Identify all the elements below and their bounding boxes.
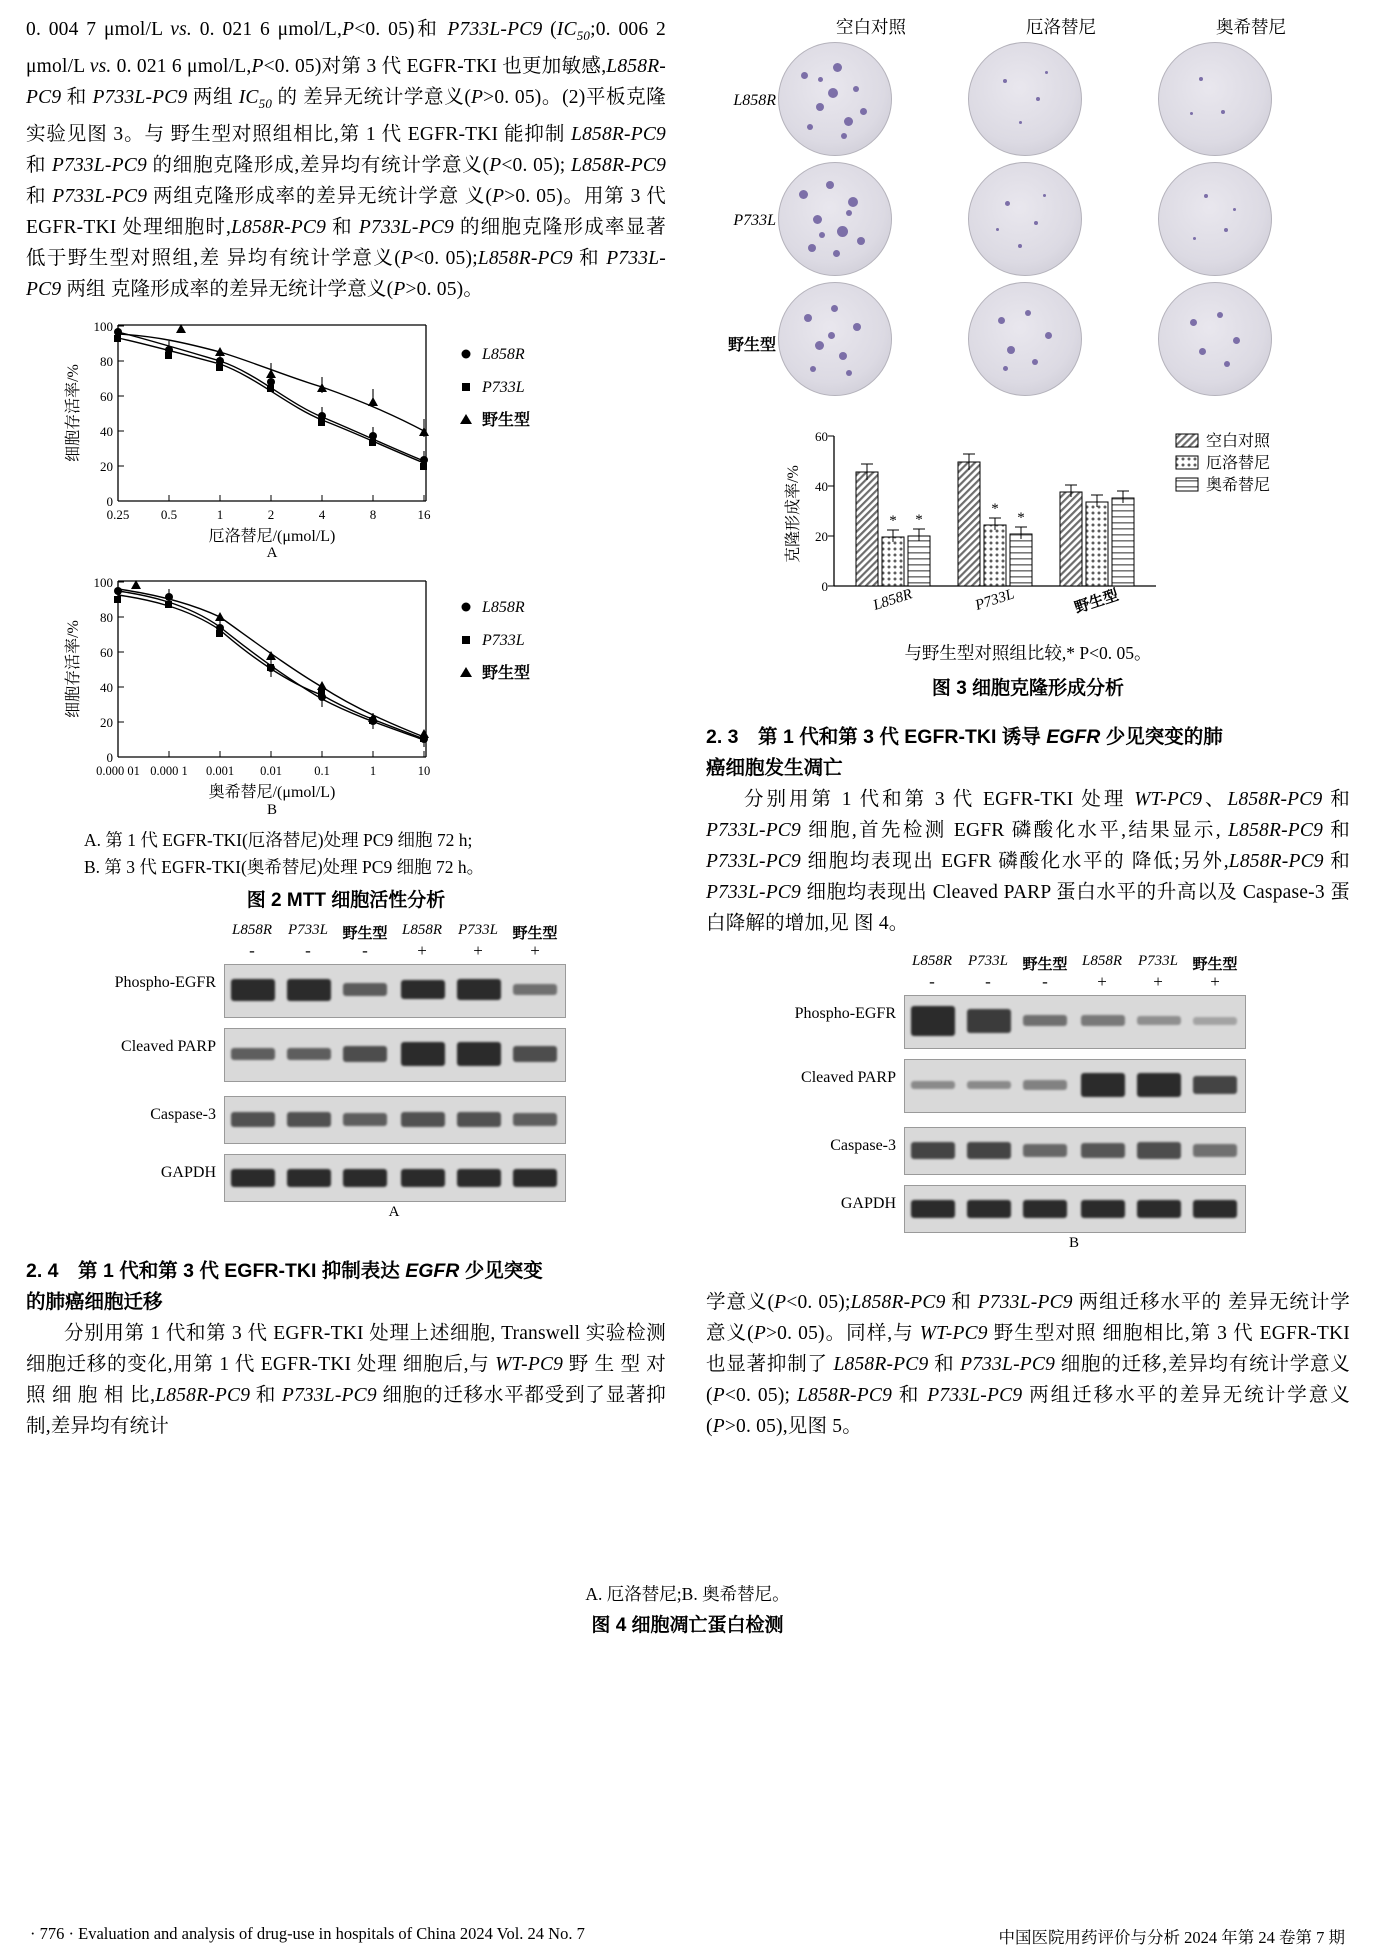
blot-strip-gapdh xyxy=(224,1154,566,1202)
figure-2-caption xyxy=(26,827,666,881)
blot-col-label: P733L xyxy=(967,953,1008,969)
figure-3-bar-chart xyxy=(706,426,1350,646)
plate-row-header: P733L xyxy=(733,212,776,229)
blot-row-label: Phospho-EGFR xyxy=(114,973,216,991)
footer-left: · 776 · Evaluation and analysis of drug-use in hospitals of China 2024 Vol. 24 No. 7 xyxy=(30,1924,585,1943)
svg-text:0.000 1: 0.000 1 xyxy=(150,763,188,778)
svg-text:空白对照: 空白对照 xyxy=(1206,433,1271,450)
section-2-3-heading-line2: 癌细胞发生凋亡 xyxy=(706,757,843,779)
blot-col-label: L858R xyxy=(231,921,272,938)
colony-dish xyxy=(968,162,1082,276)
blot-row-label: GAPDH xyxy=(840,1195,896,1212)
svg-text:B: B xyxy=(266,801,278,817)
figure-4-panel-a-letter: A xyxy=(388,1203,400,1220)
blot-sign: - xyxy=(929,972,935,991)
section-2-4-body: 分别用第 1 代和第 3 代 EGFR-TKI 处理上述细胞, Transwell 实验检测细胞迁移的变化,用第 1 代 EGFR-TKI 处理 细胞后,与 WT-PC9 野 生 型 对 照 细 胞 相 比,L858R-PC9 和 P733L-PC9 细胞的迁移水平都受到了显著抑制,差异均有统计 xyxy=(26,1322,666,1437)
svg-text:1: 1 xyxy=(369,763,377,778)
blot-col-label: 野生型 xyxy=(342,924,388,942)
svg-text:0.000 01: 0.000 01 xyxy=(96,763,140,778)
svg-text:20: 20 xyxy=(815,529,828,544)
colony-dish xyxy=(968,282,1082,396)
svg-text:80: 80 xyxy=(100,353,113,369)
plate-col-header: 空白对照 xyxy=(836,17,906,37)
section-2-4-heading: 2. 4 第 1 代和第 3 代 EGFR-TKI 抑制表达 EGFR 少见突变 xyxy=(26,1259,543,1282)
blot-col-label: 野生型 xyxy=(1192,956,1238,973)
svg-text:20: 20 xyxy=(100,458,113,474)
figure-3-note: 与野生型对照组比较,* P<0. 05。 xyxy=(904,643,1152,663)
blot-sign: + xyxy=(1153,972,1163,991)
colony-dish xyxy=(778,282,892,396)
colony-dish xyxy=(968,42,1082,156)
svg-text:0.1: 0.1 xyxy=(314,763,330,778)
blot-col-label: L858R xyxy=(1081,953,1122,969)
blot-row-label: Cleaved PARP xyxy=(801,1069,896,1086)
figure-3-plates xyxy=(706,14,1350,404)
figure-2-panel-b xyxy=(26,567,666,825)
blot-sign: + xyxy=(1097,972,1107,991)
section-2-3-heading: 2. 3 第 1 代和第 3 代 EGFR-TKI 诱导 EGFR 少见突变的肺 xyxy=(706,726,1223,748)
footer-right: 中国医院用药评价与分析 2024 年第 24 卷第 7 期 xyxy=(998,1928,1345,1947)
paragraph-continuation: 0. 004 7 μmol/L vs. 0. 021 6 μmol/L,P<0. 05)和 P733L-PC9 ($IC_{50};0$. 006 2 μmol/L vs. 0. 021 6 μmol/L,P<0. 05)对第 3 代 EGFR-TKI 也更加敏感,L858R-PC9 和 P733L-PC9 两组 $IC_{50}$ 的 差异无统计学意义(P>0. 05)。(2)平板克隆实验见图 3。与 野生型对照组相比,第 1 代 EGFR-TKI 能抑制 L858R-PC9 和 P733L-PC9 的细胞克隆形成,差异均有统计学意义(P<0. 05); L858R-PC9 和 P733L-PC9 两组克隆形成率的差异无统计学意 义(P>0. 05)。用第 3 代 EGFR-TKI 处理细胞时,L858R-PC9 和 P733L-PC9 的细胞克隆形成率显著低于野生型对照组,差 异均有统计学意义(P<0. 05);L858R-PC9 和 P733L-PC9 两组 克隆形成率的差异无统计学意义(P>0. 05)。 xyxy=(26,19,667,300)
svg-text:60: 60 xyxy=(815,429,828,444)
blot-col-label: P733L xyxy=(1137,953,1178,969)
section-2-4-heading-line2: 的肺癌细胞迁移 xyxy=(26,1290,163,1313)
svg-text:60: 60 xyxy=(100,644,113,660)
svg-text:10: 10 xyxy=(417,763,431,778)
svg-text:0: 0 xyxy=(106,493,113,509)
blot-col-label: L858R xyxy=(401,921,442,938)
mtt-curve-chart-a xyxy=(26,311,666,559)
colony-dish xyxy=(1158,162,1272,276)
figure-2-title: 图 2 MTT 细胞活性分析 xyxy=(246,889,446,911)
blot-row-label: Cleaved PARP xyxy=(121,1037,216,1055)
svg-text:0.001: 0.001 xyxy=(205,763,235,778)
blot-sign: + xyxy=(417,940,427,960)
svg-text:P733L: P733L xyxy=(482,378,525,396)
plate-row-header: 野生型 xyxy=(727,337,776,354)
svg-text:16: 16 xyxy=(417,506,431,522)
figure-2-caption-a: A. 第 1 代 EGFR-TKI(厄洛替尼)处理 PC9 细胞 72 h; xyxy=(84,829,473,850)
section-2-3-body: 分别用第 1 代和第 3 代 EGFR-TKI 处理 WT-PC9、L858R-PC9 和 P733L-PC9 细胞,首先检测 EGFR 磷酸化水平,结果显示, L858R-PC9 和 P733L-PC9 细胞均表现出 EGFR 磷酸化水平的 降低;另外,L858R-PC9 和 P733L-PC9 细胞均表现出 Cleaved PARP 蛋白水平的升高以及 Caspase-3 蛋白降解的增加,见 图 4。 xyxy=(706,789,1351,934)
blot-col-label: 野生型 xyxy=(512,924,558,942)
svg-text:60: 60 xyxy=(100,388,113,404)
blot-row-label: Phospho-EGFR xyxy=(794,1005,896,1022)
section-2-4-body-continuation: 学意义(P<0. 05);L858R-PC9 和 P733L-PC9 两组迁移水平的 差异无统计学意义(P>0. 05)。同样,与 WT-PC9 野生型对照 细胞相比,第 3 代 EGFR-TKI 也显著抑制了 L858R-PC9 和 P733L-PC9 细胞的迁移,差异均有统计学意义(P<0. 05); L858R-PC9 和 P733L-PC9 两组迁移水平的差异无统计学意义 (P>0. 05),见图 5。 xyxy=(706,1292,1351,1437)
blot-strip-cleaved-parp xyxy=(904,1059,1246,1113)
blot-sign: - xyxy=(305,940,311,960)
blot-row-label: Caspase-3 xyxy=(150,1105,216,1123)
svg-text:L858R: L858R xyxy=(871,586,915,614)
blot-col-label: P733L xyxy=(287,921,328,938)
blot-strip-caspase-3 xyxy=(224,1096,566,1144)
blot-sign: + xyxy=(1210,972,1220,991)
plate-col-header: 厄洛替尼 xyxy=(1026,17,1096,37)
svg-text:厄洛替尼: 厄洛替尼 xyxy=(1206,455,1271,472)
svg-text:40: 40 xyxy=(100,679,113,695)
svg-text:A: A xyxy=(266,544,278,559)
svg-text:20: 20 xyxy=(100,714,113,730)
svg-text:细胞存活率/%: 细胞存活率/% xyxy=(65,619,82,718)
svg-text:0.5: 0.5 xyxy=(160,506,178,522)
svg-text:8: 8 xyxy=(369,506,377,522)
colony-dish xyxy=(1158,42,1272,156)
svg-text:*: * xyxy=(915,512,923,528)
colony-formation-bar-chart xyxy=(706,426,1350,644)
blot-col-label: P733L xyxy=(457,921,498,938)
blot-sign: - xyxy=(1042,972,1048,991)
blot-col-label: L858R xyxy=(911,953,952,969)
plate-row-header: L858R xyxy=(733,92,776,109)
blot-strip-gapdh xyxy=(904,1185,1246,1233)
left-column xyxy=(26,14,666,1442)
svg-text:野生型: 野生型 xyxy=(482,411,531,429)
blot-sign: + xyxy=(473,940,483,960)
svg-text:40: 40 xyxy=(815,479,828,494)
blot-row-label: Caspase-3 xyxy=(830,1137,896,1154)
svg-text:P733L: P733L xyxy=(973,586,1017,614)
svg-text:100: 100 xyxy=(93,574,113,590)
blot-sign: + xyxy=(530,940,540,960)
blot-strip-caspase-3 xyxy=(904,1127,1246,1175)
svg-text:*: * xyxy=(889,513,897,529)
svg-text:4: 4 xyxy=(318,506,326,522)
colony-dish xyxy=(778,42,892,156)
blot-strip-phospho-egfr xyxy=(904,995,1246,1049)
svg-text:0.01: 0.01 xyxy=(260,763,282,778)
svg-text:0.25: 0.25 xyxy=(106,506,130,522)
svg-text:100: 100 xyxy=(93,318,113,334)
figure-3-title: 图 3 细胞克隆形成分析 xyxy=(931,678,1125,699)
colony-dish xyxy=(1158,282,1272,396)
svg-text:80: 80 xyxy=(100,609,113,625)
svg-text:L858R: L858R xyxy=(482,345,525,363)
blot-sign: - xyxy=(362,940,368,960)
svg-text:*: * xyxy=(1017,510,1025,526)
svg-text:0: 0 xyxy=(106,749,113,765)
colony-dish xyxy=(778,162,892,276)
svg-text:奥希替尼/(μmol/L): 奥希替尼/(μmol/L) xyxy=(208,783,336,801)
svg-text:L858R: L858R xyxy=(482,598,525,616)
blot-strip-phospho-egfr xyxy=(224,964,566,1018)
svg-text:*: * xyxy=(991,501,999,517)
svg-text:0: 0 xyxy=(821,579,828,594)
svg-text:2: 2 xyxy=(267,506,275,522)
svg-text:1: 1 xyxy=(216,506,224,522)
svg-text:克隆形成率/%: 克隆形成率/% xyxy=(785,465,802,563)
svg-text:厄洛替尼/(μmol/L): 厄洛替尼/(μmol/L) xyxy=(208,527,336,545)
svg-text:细胞存活率/%: 细胞存活率/% xyxy=(65,363,82,462)
figure-2-panel-a xyxy=(26,311,666,561)
svg-text:野生型: 野生型 xyxy=(482,664,531,682)
blot-strip-cleaved-parp xyxy=(224,1028,566,1082)
figure-2-caption-b: B. 第 3 代 EGFR-TKI(奥希替尼)处理 PC9 细胞 72 h。 xyxy=(84,856,485,877)
svg-text:野生型: 野生型 xyxy=(1072,586,1121,617)
blot-sign: - xyxy=(985,972,991,991)
figure-4-panel-a xyxy=(26,921,666,1220)
svg-text:40: 40 xyxy=(100,423,113,439)
plate-col-header: 奥希替尼 xyxy=(1216,17,1286,37)
figure-4-title: 图 4 细胞凋亡蛋白检测 xyxy=(591,1615,784,1636)
figure-4-caption: A. 厄洛替尼;B. 奥希替尼。 xyxy=(585,1584,790,1604)
blot-row-label: GAPDH xyxy=(160,1163,216,1181)
figure-4-panel-b-letter: B xyxy=(1068,1235,1079,1251)
blot-sign: - xyxy=(249,940,255,960)
blot-col-label: 野生型 xyxy=(1022,956,1068,973)
mtt-curve-chart-b xyxy=(26,567,666,817)
right-column xyxy=(706,14,1350,1442)
figure-4-panel-b xyxy=(706,953,1350,1251)
svg-text:P733L: P733L xyxy=(482,631,525,649)
svg-text:奥希替尼: 奥希替尼 xyxy=(1206,477,1271,494)
